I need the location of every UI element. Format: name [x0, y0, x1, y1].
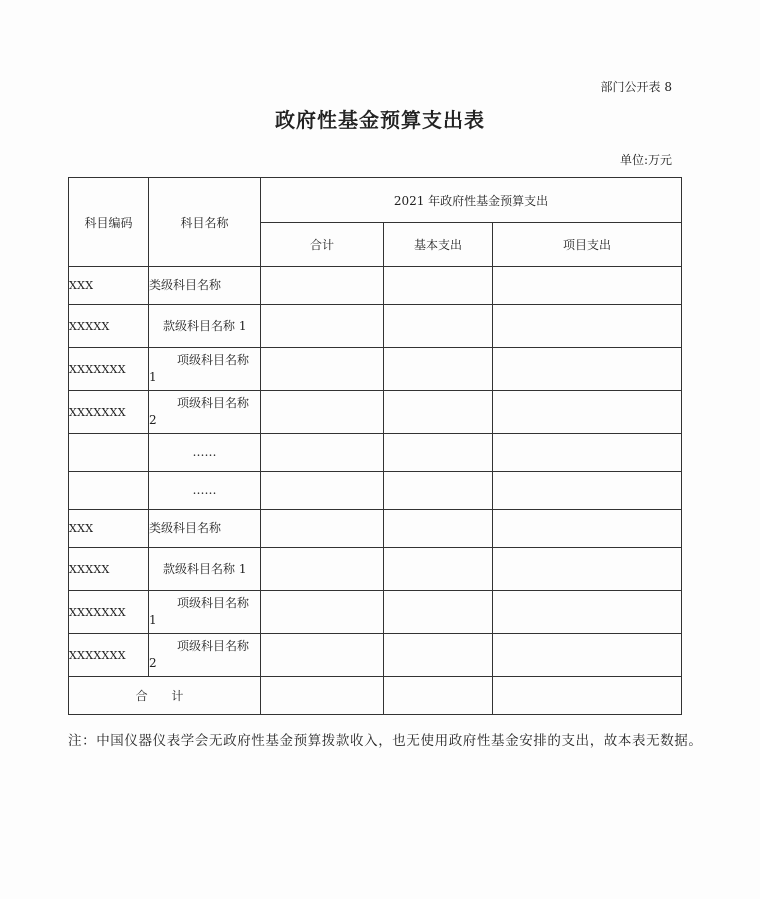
total-basic-cell	[384, 677, 493, 715]
table-row	[69, 634, 682, 677]
table-row	[69, 472, 682, 510]
row-name: 类级科目名称	[149, 267, 261, 305]
row-name: 类级科目名称	[149, 510, 261, 548]
row-code	[69, 434, 149, 472]
row-project-cell	[493, 634, 682, 677]
row-code: XXXXXXX	[69, 634, 149, 677]
table-row	[69, 391, 682, 434]
row-project-cell	[493, 591, 682, 634]
row-code	[69, 472, 149, 510]
header-subject-name: 科目名称	[149, 178, 261, 267]
row-name: 款级科目名称 1	[149, 548, 261, 591]
table-row	[69, 548, 682, 591]
table-total-row	[69, 677, 682, 715]
total-project-cell	[493, 677, 682, 715]
header-basic-expenditure: 基本支出	[384, 223, 493, 267]
table-row	[69, 305, 682, 348]
row-total-cell	[261, 391, 384, 434]
unit-label: 单位:万元	[619, 153, 672, 167]
row-project-cell	[493, 472, 682, 510]
row-project-cell	[493, 510, 682, 548]
row-basic-cell	[384, 548, 493, 591]
row-total-cell	[261, 434, 384, 472]
row-code: XXXXXXX	[69, 391, 149, 434]
row-basic-cell	[384, 510, 493, 548]
header-total: 合计	[261, 223, 384, 267]
row-name: 项级科目名称 2	[149, 391, 261, 434]
row-name: 项级科目名称 1	[149, 591, 261, 634]
row-basic-cell	[384, 267, 493, 305]
row-basic-cell	[384, 472, 493, 510]
header-subject-code: 科目编码	[69, 178, 149, 267]
row-name: 项级科目名称 2	[149, 634, 261, 677]
row-total-cell	[261, 472, 384, 510]
row-project-cell	[493, 267, 682, 305]
row-code: XXXXX	[69, 548, 149, 591]
budget-table	[68, 177, 682, 715]
total-sum-cell	[261, 677, 384, 715]
row-name: 款级科目名称 1	[149, 305, 261, 348]
table-row	[69, 510, 682, 548]
row-project-cell	[493, 348, 682, 391]
table-row	[69, 591, 682, 634]
row-basic-cell	[384, 305, 493, 348]
form-number: 部门公开表 8	[600, 80, 672, 94]
row-total-cell	[261, 348, 384, 391]
row-basic-cell	[384, 348, 493, 391]
row-total-cell	[261, 305, 384, 348]
row-basic-cell	[384, 434, 493, 472]
row-project-cell	[493, 305, 682, 348]
table-row	[69, 434, 682, 472]
header-expenditure-group: 2021 年政府性基金预算支出	[261, 178, 682, 223]
row-project-cell	[493, 434, 682, 472]
header-project-expenditure: 项目支出	[493, 223, 682, 267]
row-total-cell	[261, 591, 384, 634]
row-code: XXXXXXX	[69, 348, 149, 391]
page-title: 政府性基金预算支出表	[275, 108, 485, 132]
row-code: XXX	[69, 510, 149, 548]
row-code: XXXXX	[69, 305, 149, 348]
row-total-cell	[261, 510, 384, 548]
row-total-cell	[261, 634, 384, 677]
total-label: 合 计	[69, 677, 261, 715]
row-basic-cell	[384, 634, 493, 677]
row-project-cell	[493, 391, 682, 434]
table-header-row	[69, 178, 682, 223]
row-name: ……	[149, 434, 261, 472]
row-project-cell	[493, 548, 682, 591]
row-basic-cell	[384, 391, 493, 434]
row-total-cell	[261, 267, 384, 305]
footnote: 注：中国仪器仪表学会无政府性基金预算拨款收入，也无使用政府性基金安排的支出，故本表无数据。	[68, 733, 703, 749]
row-total-cell	[261, 548, 384, 591]
row-code: XXXXXXX	[69, 591, 149, 634]
row-name: ……	[149, 472, 261, 510]
row-name: 项级科目名称 1	[149, 348, 261, 391]
row-code: XXX	[69, 267, 149, 305]
table-row	[69, 267, 682, 305]
table-row	[69, 348, 682, 391]
row-basic-cell	[384, 591, 493, 634]
